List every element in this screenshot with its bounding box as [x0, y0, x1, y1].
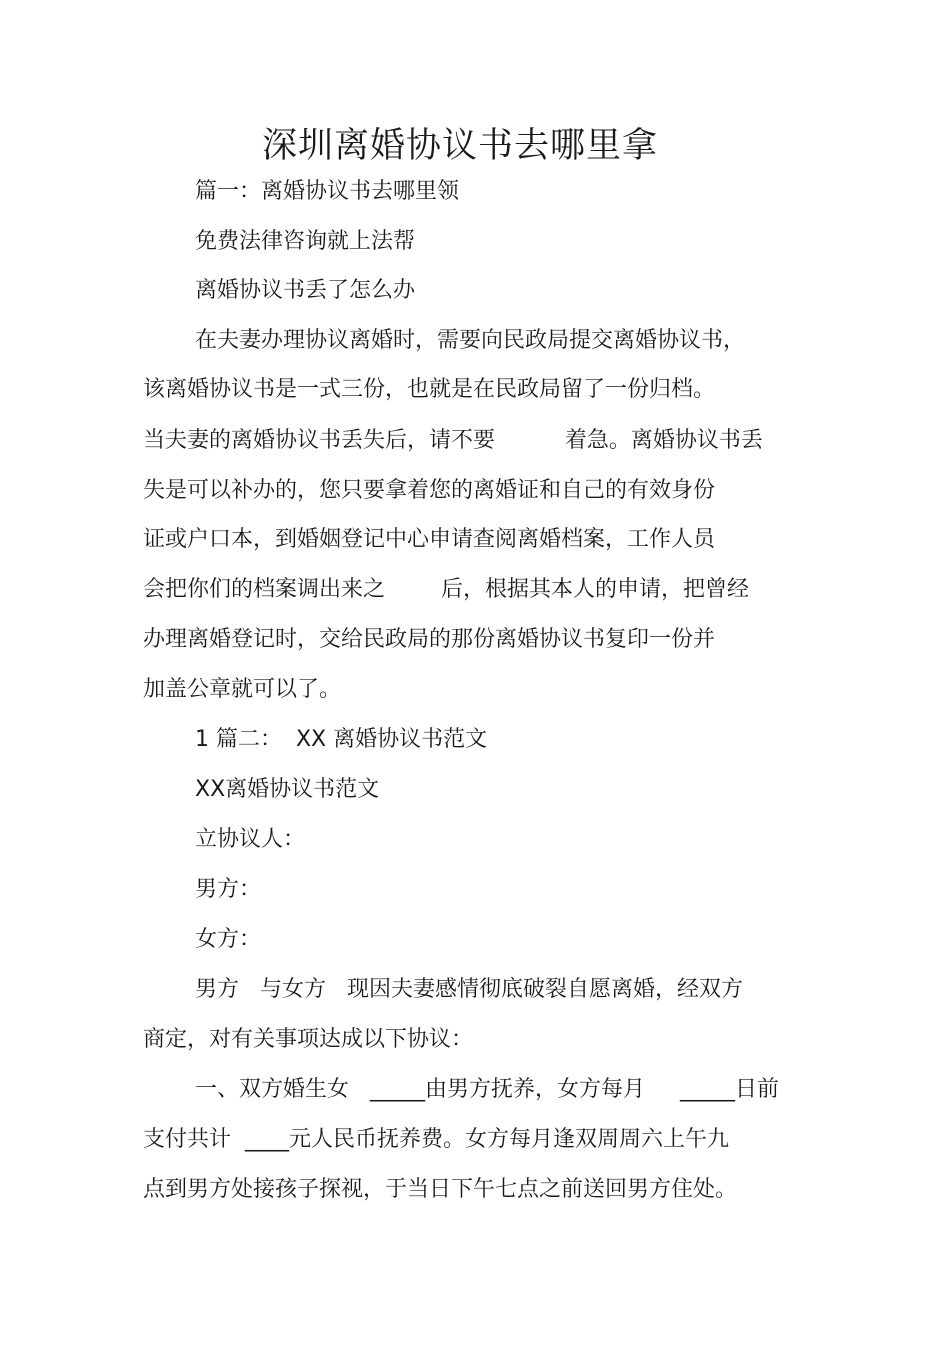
paragraph-line: 在夫妻办理协议离婚时，需要向民政局提交离婚协议书，: [195, 328, 746, 353]
paragraph-line: 失是可以补办的，您只要拿着您的离婚证和自己的有效身份: [143, 478, 716, 503]
field-label-male: 男方：: [195, 877, 262, 902]
subtitle-line: XX离婚协议书范文: [195, 777, 380, 802]
field-label-party: 立协议人：: [195, 827, 306, 852]
text-line: 免费法律咨询就上法帮: [195, 229, 416, 254]
paragraph-line: 男方 与女方 现因夫妻感情彻底破裂自愿离婚，经双方: [195, 977, 743, 1002]
document-title: 深圳离婚协议书去哪里拿: [261, 126, 658, 166]
section-heading-1: 篇一：离婚协议书去哪里领: [195, 179, 460, 204]
paragraph-line: 会把你们的档案调出来之 后，根据其本人的申请，把曾经: [143, 577, 749, 602]
clause-line: 支付共计 ____元人民币抚养费。女方每月逢双周周六上午九: [143, 1127, 729, 1152]
paragraph-line: 证或户口本，到婚姻登记中心申请查阅离婚档案，工作人员: [143, 527, 716, 552]
text-line: 离婚协议书丢了怎么办: [195, 278, 416, 303]
paragraph-line: 该离婚协议书是一式三份，也就是在民政局留了一份归档。: [143, 377, 716, 402]
paragraph-line: 当夫妻的离婚协议书丢失后，请不要 着急。离婚协议书丢: [143, 428, 763, 453]
section-heading-2: 1 篇二： XX 离婚协议书范文: [195, 727, 488, 752]
field-label-female: 女方：: [195, 927, 262, 952]
clause-line: 一、双方婚生女 _____由男方抚养，女方每月 _____日前: [195, 1077, 779, 1102]
paragraph-line: 商定，对有关事项达成以下协议：: [143, 1027, 474, 1052]
paragraph-line: 加盖公章就可以了。: [143, 677, 342, 702]
clause-line: 点到男方处接孩子探视，于当日下午七点之前送回男方住处。: [143, 1177, 738, 1202]
paragraph-line: 办理离婚登记时，交给民政局的那份离婚协议书复印一份并: [143, 627, 716, 652]
